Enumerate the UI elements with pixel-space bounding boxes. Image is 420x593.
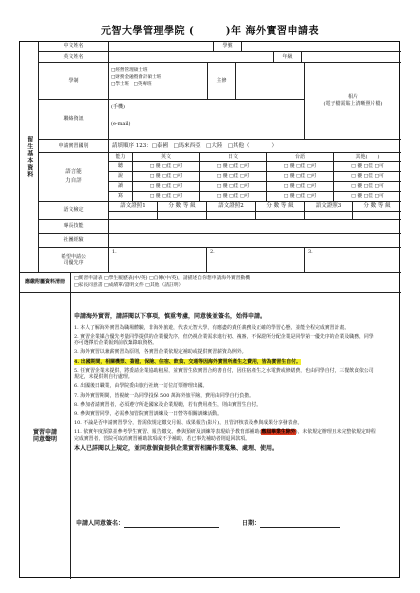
email-hint: (e-mail)	[111, 121, 131, 128]
label-program: 學制	[39, 63, 109, 100]
note-1: 1. 本人了解海外實習為職場體驗，非海外旅遊，代表元智大學，有應盡的責任義務及正確的學習心態，並能全程完成實習計畫。	[74, 324, 350, 331]
label-prefer	[39, 248, 109, 273]
prefer-1-num: 1.	[112, 249, 117, 255]
prefer-3[interactable]	[305, 248, 401, 273]
test-score-3: 分 數 等 級	[353, 202, 401, 212]
prefer-2-num: 2.	[210, 249, 215, 255]
lang-rating-cell[interactable]: □ 優 □佳 □可	[133, 162, 200, 172]
input-skills[interactable]	[109, 220, 401, 234]
test-cert-2: 語文證照2	[207, 202, 256, 212]
side-docs-text: 應繳附屬資料清冊	[24, 279, 65, 286]
input-club[interactable]	[109, 234, 401, 248]
note-4-highlight: 4. 出國期間，相關機票、簽證、保險、住宿、飲食、交通等因海外實習所產生之費用，皆為實習生自付。	[74, 358, 301, 365]
test-cert-1: 語文證照1	[109, 202, 158, 212]
lang-rating-cell[interactable]: □ 優 □佳 □可	[334, 172, 401, 182]
contact-box[interactable]	[109, 100, 305, 140]
signer-label: 申請人同意簽名：	[76, 520, 125, 527]
lang-head-japanese: 日文	[200, 153, 267, 162]
label-language	[39, 153, 109, 202]
program-options	[109, 63, 208, 100]
lang-rating-cell[interactable]: □ 優 □佳 □可	[200, 172, 267, 182]
test-score-3-input[interactable]	[353, 212, 401, 220]
note-6: 6. 出國後日職業，由學院委由旅行社統一訂位訂票辦理出國。	[74, 383, 208, 390]
prefer-3-num: 3.	[308, 249, 313, 255]
lang-rating-cell[interactable]: □ 優 □佳 □可	[200, 182, 267, 192]
lang-rating-cell[interactable]: □ 優 □佳 □可	[267, 162, 334, 172]
label-language-text: 語言能力自評	[65, 169, 82, 184]
lang-row-label: 說	[109, 172, 133, 182]
lang-rating-cell[interactable]: □ 優 □佳 □可	[334, 162, 401, 172]
prefer-1[interactable]	[109, 248, 207, 273]
program-option-english[interactable]: □英專班	[133, 82, 152, 88]
lang-rating-cell[interactable]: □ 優 □佳 □可	[133, 192, 200, 202]
note-10: 10. 不論是否申請實習學分，皆需依規定繳交月報、成果報告(影片)，且管評核表及參與成果分享發表會。	[74, 419, 303, 426]
test-score-2-input[interactable]	[256, 212, 305, 220]
date-label: 日期：	[242, 520, 261, 527]
label-prefer-text: 希望申請公司優先序	[60, 253, 86, 266]
lang-rating-cell[interactable]: □ 優 □佳 □可	[133, 172, 200, 182]
program-option-bachelor[interactable]: □學士班	[111, 82, 130, 88]
lang-rating-cell[interactable]: □ 優 □佳 □可	[267, 172, 334, 182]
note-5: 5. 任實習企業未提供，將委請企業協助租屋，並實習生依實習合約書自付，因住宿產生之水電費或修繕費，也由同學自付，三餐飲食依公司規定，未提供則自行處理。	[74, 367, 374, 381]
signature-field[interactable]	[124, 522, 219, 528]
lang-rating-cell[interactable]: □ 優 □佳 □可	[267, 192, 334, 202]
consent-notes	[70, 311, 381, 453]
signature-row	[70, 520, 381, 528]
photo-hint: 相片 (電子檔需貼上清晰照片檔)	[323, 93, 383, 107]
photo-box[interactable]	[305, 63, 401, 140]
test-score-2: 分 數 等 級	[256, 202, 305, 212]
lang-row-label: 聽	[109, 162, 133, 172]
test-score-1-input[interactable]	[158, 212, 207, 220]
side-consent-text: 實習申請同意聲明	[32, 428, 57, 443]
label-skills: 專長技能	[39, 220, 109, 234]
form-frame	[19, 41, 400, 578]
lang-rating-cell[interactable]: □ 優 □佳 □可	[133, 182, 200, 192]
lang-head-english: 英文	[133, 153, 200, 162]
phone-hint: (手機)	[111, 104, 125, 110]
lang-rating-cell[interactable]: □ 優 □佳 □可	[200, 162, 267, 172]
input-student-id[interactable]	[242, 42, 401, 52]
label-test: 語文檢定	[39, 202, 109, 220]
input-name-en[interactable]	[109, 52, 274, 63]
input-major[interactable]	[236, 63, 305, 100]
label-major: 主修	[208, 63, 236, 100]
note-8: 8. 參加者請實習者，必須遵守所赴國家及企業規範，若有費用產生，則由實習生自付。	[74, 401, 262, 408]
countries-options[interactable]: 請填順序 123：□泰國 □馬來西亞 □大陸 □其他（ ）	[109, 140, 401, 153]
label-club: 社團經驗	[39, 234, 109, 248]
test-cert-3-input[interactable]	[305, 212, 353, 220]
lang-head-other: 其他( )	[334, 153, 401, 162]
label-student-id: 學號	[214, 42, 242, 52]
label-contact: 聯絡資訊	[39, 100, 109, 140]
lang-row-label: 讀	[109, 182, 133, 192]
input-grade[interactable]	[302, 52, 401, 63]
test-cert-2-input[interactable]	[207, 212, 256, 220]
program-option-mba[interactable]: □經營管理碩士班	[111, 68, 148, 73]
prefer-2[interactable]	[207, 248, 305, 273]
lang-head-taiwanese: 台語	[267, 153, 334, 162]
program-option-finance[interactable]: □財務金融暨會計碩士班	[111, 75, 162, 81]
note-11-post: )，未依規定辦理且未完整依規定時程完成實習者，管院可取消實習補助款項或不予補助，若已事先補助者則退回款項。	[74, 428, 376, 442]
label-name-cn: 中文姓名	[39, 42, 109, 52]
note-11-pre: 11. 依實年度預算並參考學生實習、報告繳交、參與預研及訓練等表現給予教育部補助(	[74, 428, 262, 435]
label-name-en: 英文姓名	[39, 52, 109, 63]
lang-head-ability: 能力	[109, 153, 133, 162]
side-basic-label	[20, 42, 39, 273]
test-score-1: 分 數 等 級	[158, 202, 207, 212]
note-11-highlight: 應屆畢業生除外	[261, 428, 296, 435]
note-9: 9. 參與實習同學，必需參加管院實習訓練及一日營等相關訓練活動。	[74, 410, 223, 417]
docs-line-1[interactable]: □實習申請表 □學生履歷表(中/英) □自傳(中/英)，請描述自你想申請海外實習動機	[74, 276, 251, 281]
note-11	[74, 429, 377, 443]
docs-line-2[interactable]: □家長同意書 □成績單/證明文件 □其他（請註明）	[74, 283, 184, 289]
lang-rating-cell[interactable]: □ 優 □佳 □可	[334, 192, 401, 202]
lang-rating-cell[interactable]: □ 優 □佳 □可	[200, 192, 267, 202]
docs-list	[71, 273, 401, 293]
date-field[interactable]	[260, 522, 340, 528]
lang-row-label: 寫	[109, 192, 133, 202]
lang-rating-cell[interactable]: □ 優 □佳 □可	[334, 182, 401, 192]
side-consent-label	[20, 293, 71, 579]
note-2: 2. 實習企業媒合優先考量同學提供的企業優先序，但仍視企業需求進行初、複審，不保證所分配企業是同學第一優先序的企業及職務，同學亦可選擇於企業報到前放棄錄取資格。	[74, 333, 374, 347]
form-title: 元智大學管理學院 ( )年 海外實習申請表	[101, 26, 319, 37]
input-name-cn[interactable]	[109, 42, 214, 52]
label-countries: 申請實習國別	[39, 140, 109, 153]
test-cert-3: 語文證照3	[305, 202, 353, 212]
side-basic-text: 留生基本資料	[25, 136, 33, 178]
test-cert-1-input[interactable]	[109, 212, 158, 220]
note-7: 7. 海外實習期間，皆視統一為同學投保 500 萬海外旅平險，費用由同學自行負擔。	[74, 392, 255, 399]
pledge-text: 本人已詳閱以上規定，並同意個資提供企業實習相關作業蒐集、處理、使用。	[74, 445, 279, 453]
lang-rating-cell[interactable]: □ 優 □佳 □可	[267, 182, 334, 192]
label-grade: 年級	[274, 52, 302, 63]
side-docs-label	[20, 273, 71, 293]
note-3: 3. 海外實習以兼薪實習為原則，各實習企業依規定補助或提供實習薪資為例外。	[74, 349, 247, 356]
notes-lead: 申請海外實習，請詳閱以下事項，慎重考慮，同意後並簽名，始得申請。	[74, 313, 267, 320]
